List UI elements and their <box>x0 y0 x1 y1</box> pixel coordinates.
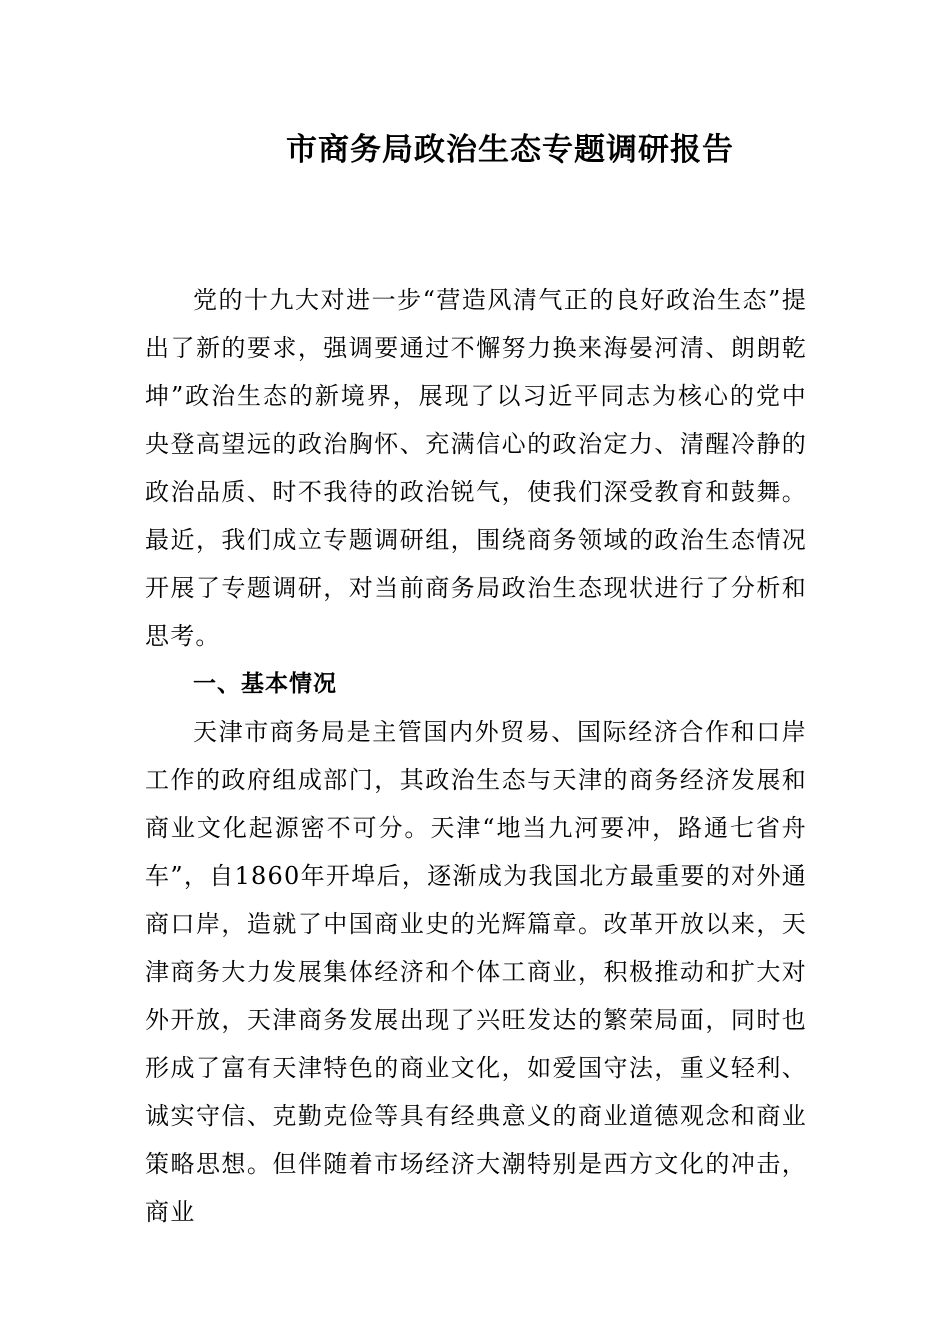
intro-paragraph: 党的十九大对进一步“营造风清气正的良好政治生态”提出了新的要求，强调要通过不懈努力换来海晏河清、朗朗乾坤”政治生态的新境界，展现了以习近平同志为核心的党中央登高望远的政治胸怀、充满信心的政治定力、清醒冷静的政治品质、时不我待的政治锐气，使我们深受教育和鼓舞。最近，我们成立专题调研组，围绕商务领域的政治生态情况开展了专题调研，对当前商务局政治生态现状进行了分析和思考。 <box>145 286 807 650</box>
section-heading-basic-situation: 一、基本情况 <box>193 671 337 697</box>
section-paragraph: 天津市商务局是主管国内外贸易、国际经济合作和口岸工作的政府组成部门，其政治生态与天津的商务经济发展和商业文化起源密不可分。天津“地当九河要冲，路通七省舟车”，自1860年开埠后，逐渐成为我国北方最重要的对外通商口岸，造就了中国商业史的光辉篇章。改革开放以来，天津商务大力发展集体经济和个体工商业，积极推动和扩大对外开放，天津商务发展出现了兴旺发达的繁荣局面，同时也形成了富有天津特色的商业文化，如爱国守法，重义轻利、诚实守信、克勤克俭等具有经典意义的商业道德观念和商业策略思想。但伴随着市场经济大潮特别是西方文化的冲击，商业 <box>145 718 807 1226</box>
document-body <box>145 276 807 1236</box>
document-title: 市商务局政治生态专题调研报告 <box>286 132 734 168</box>
